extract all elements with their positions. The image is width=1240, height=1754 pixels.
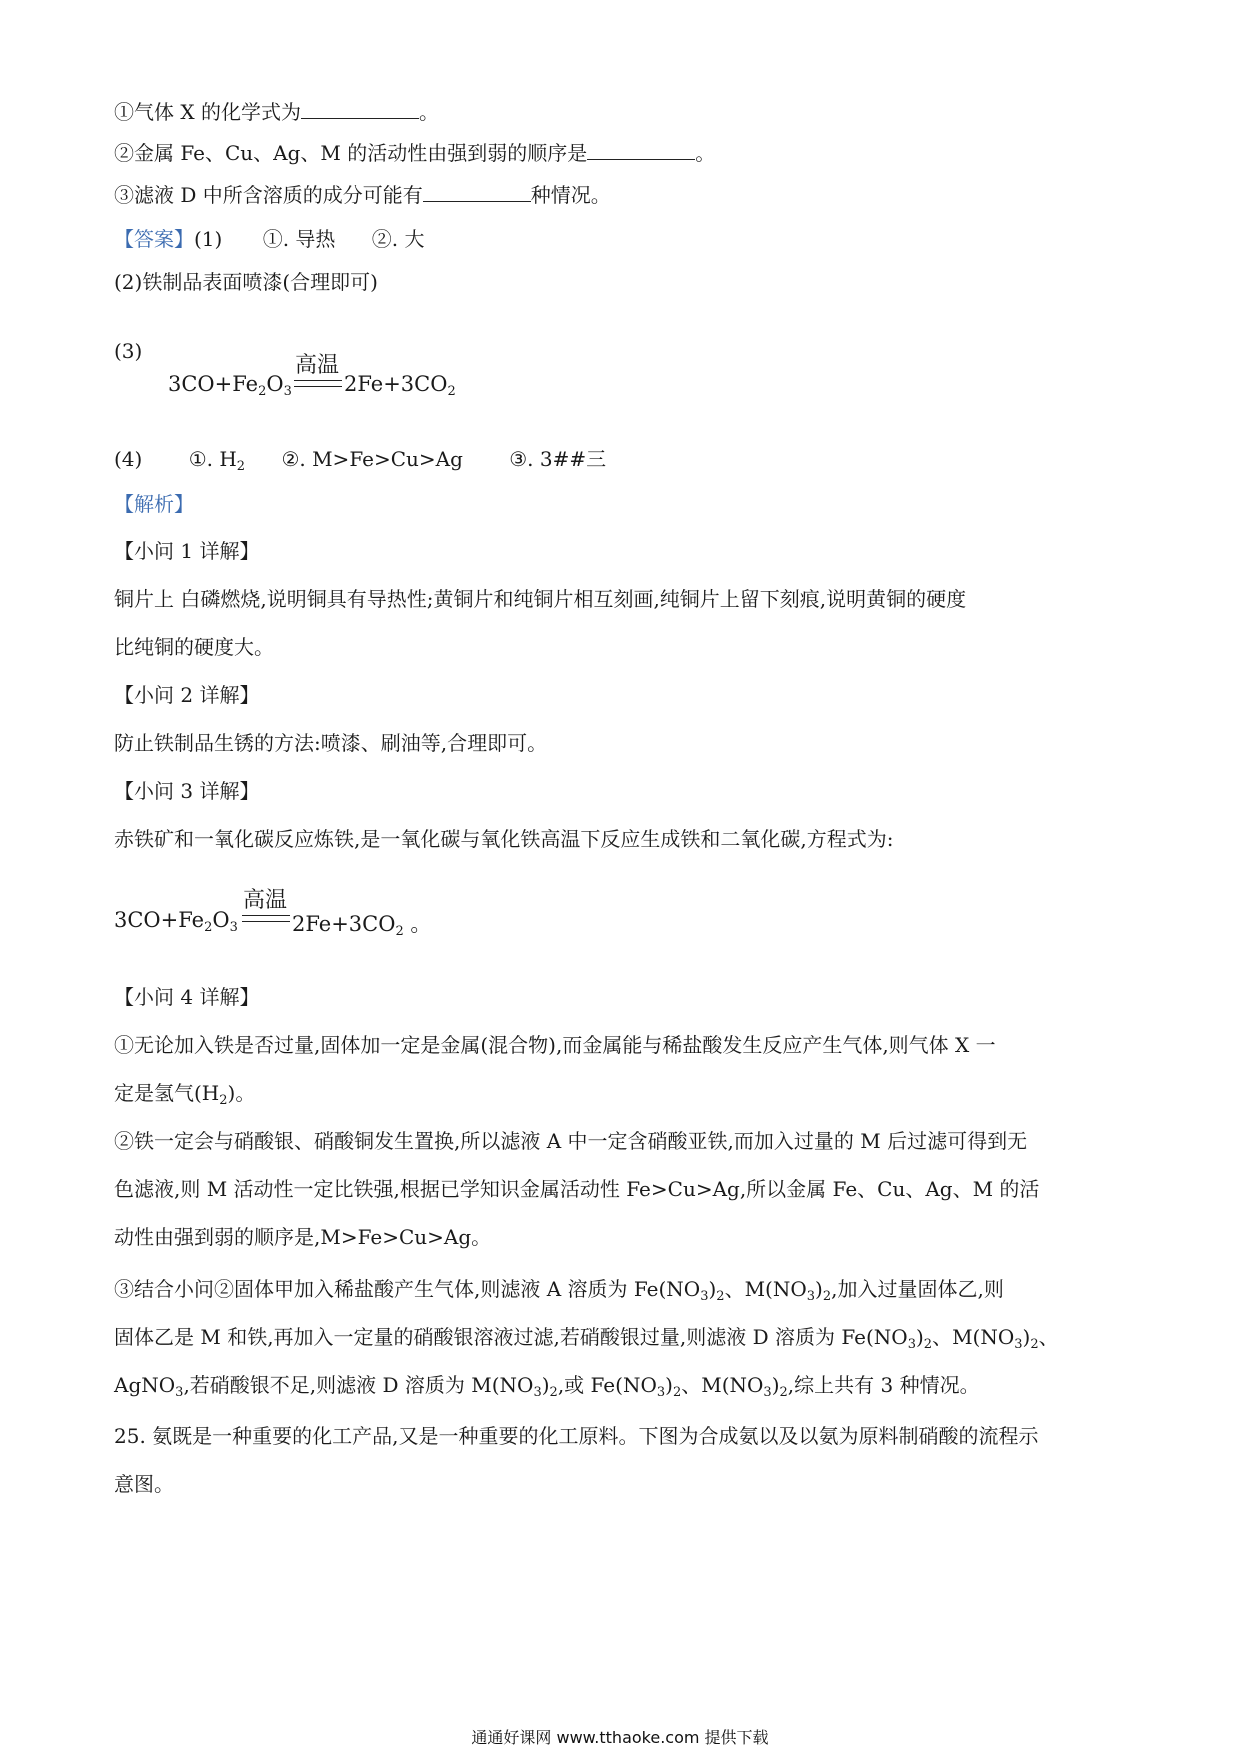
sub-question-2-heading: 【小问 2 详解】 bbox=[114, 683, 260, 707]
sub-question-1-heading: 【小问 1 详解】 bbox=[114, 539, 260, 563]
question-25-line-1: 25. 氨既是一种重要的化工产品,又是一种重要的化工原料。下图为合成氨以及以氨为原料制硝酸的流程示 bbox=[114, 1424, 1039, 1448]
equation-right-2: $2Fe+3CO_2$ 。 bbox=[292, 912, 432, 939]
answer-blank bbox=[587, 139, 695, 160]
analysis-4c-line-2: 固体乙是 M 和铁,再加入一定量的硝酸银溶液过滤,若硝酸银过量,则滤液 D 溶质为 $Fe(NO_3)_2$、$M(NO_3)_2$、 bbox=[114, 1325, 1059, 1352]
analysis-4b-line-1: ②铁一定会与硝酸银、硝酸铜发生置换,所以滤液 A 中一定含硝酸亚铁,而加入过量的 M 后过滤可得到无 bbox=[114, 1129, 1028, 1153]
analysis-4a-line-2: 定是氢气$(H_2)$。 bbox=[114, 1081, 256, 1108]
answer-line-2: (2)铁制品表面喷漆(合理即可) bbox=[114, 270, 378, 294]
analysis-4a-line-1: ①无论加入铁是否过量,固体加一定是金属(混合物),而金属能与稀盐酸发生反应产生气体,则气体 X 一 bbox=[114, 1033, 996, 1057]
analysis-tag: 【解析】 bbox=[114, 492, 194, 516]
sub-question-3-heading: 【小问 3 详解】 bbox=[114, 779, 260, 803]
q4-blank-1: ①气体 X 的化学式为 。 bbox=[114, 100, 439, 124]
analysis-2: 防止铁制品生锈的方法:喷漆、刷油等,合理即可。 bbox=[114, 731, 548, 755]
analysis-4c-line-1: ③结合小问②固体甲加入稀盐酸产生气体,则滤液 A 溶质为 $Fe(NO_3)_2$、$M(NO_3)_2$,加入过量固体乙,则 bbox=[114, 1277, 1004, 1304]
q4-blank-2: ②金属 Fe、Cu、Ag、M 的活动性由强到弱的顺序是 。 bbox=[114, 141, 716, 165]
analysis-4b-line-2: 色滤液,则 M 活动性一定比铁强,根据已学知识金属活动性 Fe>Cu>Ag,所以金属 Fe、Cu、Ag、M 的活 bbox=[114, 1177, 1040, 1201]
analysis-3: 赤铁矿和一氧化碳反应炼铁,是一氧化碳与氧化铁高温下反应生成铁和二氧化碳,方程式为: bbox=[114, 827, 894, 851]
answer-blank bbox=[423, 181, 531, 202]
equals-double-line bbox=[294, 380, 342, 387]
sub-question-4-heading: 【小问 4 详解】 bbox=[114, 985, 260, 1009]
equation-left-1: $3CO+Fe_2O_3$ bbox=[168, 372, 292, 399]
q4-blank-3: ③滤液 D 中所含溶质的成分可能有 种情况。 bbox=[114, 183, 611, 207]
equation-left-2: $3CO+Fe_2O_3$ bbox=[114, 908, 238, 935]
answer-blank bbox=[301, 98, 419, 119]
analysis-1-line-1: 铜片上 白磷燃烧,说明铜具有导热性;黄铜片和纯铜片相互刻画,纯铜片上留下刻痕,说明黄铜的硬度 bbox=[114, 587, 967, 611]
footer-source: 通通好课网 www.tthaoke.com 提供下载 bbox=[471, 1728, 769, 1747]
answer-line-1: 【答案】(1) ①. 导热 ②. 大 bbox=[114, 227, 425, 251]
condition-high-temp: 高温 bbox=[243, 888, 288, 913]
answer-line-3-label: (3) bbox=[114, 339, 143, 363]
equals-double-line bbox=[242, 915, 290, 922]
analysis-4c-line-3: AgNO$_3$,若硝酸银不足,则滤液 D 溶质为 $M(NO_3)_2$,或 $Fe(NO_3)_2$、$M(NO_3)_2$,综上共有 3 种情况。 bbox=[114, 1373, 980, 1400]
answer-line-4: (4) ①. $H_2$ ②. M>Fe>Cu>Ag ③. 3##三 bbox=[114, 447, 607, 474]
analysis-1-line-2: 比纯铜的硬度大。 bbox=[114, 635, 274, 659]
equation-right-1: $2Fe+3CO_2$ bbox=[344, 372, 456, 399]
answer-tag: 【答案】 bbox=[114, 227, 194, 251]
question-25-line-2: 意图。 bbox=[114, 1472, 174, 1496]
analysis-4b-line-3: 动性由强到弱的顺序是,M>Fe>Cu>Ag。 bbox=[114, 1225, 492, 1249]
condition-high-temp: 高温 bbox=[295, 353, 340, 378]
